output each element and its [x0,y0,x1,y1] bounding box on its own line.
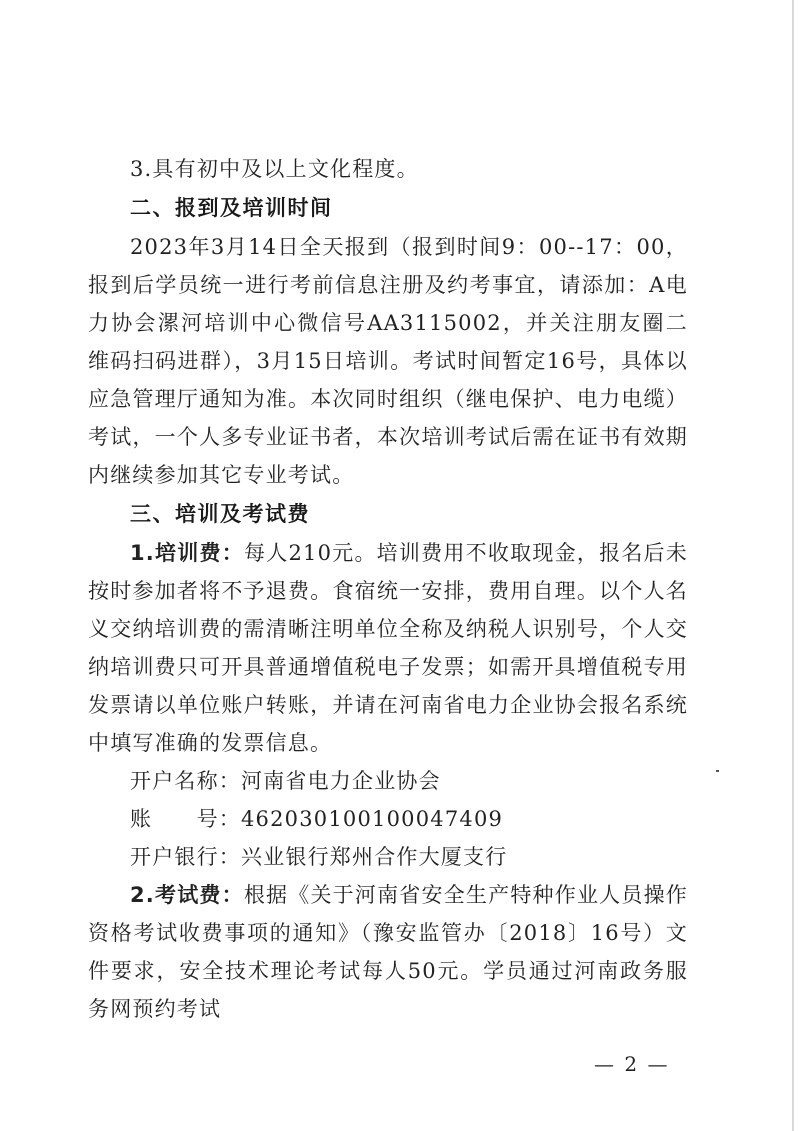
document-body [88,150,688,1028]
account-name-label: 开户名称： [130,769,241,793]
page-number: — 2 — [594,1052,670,1076]
exam-fee-text: 根据《关于河南省安全生产特种作业人员操作资格考试收费事项的通知》（豫安监管办〔2018〕16号）文件要求，安全技术理论考试每人50元。学员通过河南政务服务网预约考试 [88,883,689,1021]
training-fee-text: 每人210元。培训费用不收取现金，报名后未按时参加者将不予退费。食宿统一安排，费用自理。以个人名义交纳培训费的需清晰注明单位全称及纳税人识别号，个人交纳培训费只可开具普通增值税电子发票；如需开具增值税专用发票请以单位账户转账，并请在河南省电力企业协会报名系统中填写准确的发票信息。 [88,541,689,755]
bank-value: 兴业银行郑州合作大厦支行 [241,845,508,869]
account-number-row [88,800,688,838]
section-heading-registration: 二、报到及培训时间 [130,196,333,220]
requirement-item-3: 3.具有初中及以上文化程度。 [130,157,419,181]
exam-fee-paragraph [88,876,688,1028]
section-heading-fees: 三、培训及考试费 [130,502,310,526]
bank-row [88,838,688,876]
scan-edge [792,0,794,1131]
account-name-value: 河南省电力企业协会 [241,769,441,793]
account-name-row [88,762,688,800]
account-number-label: 账 号： [130,807,241,831]
scan-speck [716,770,719,772]
training-fee-paragraph [88,534,688,762]
exam-fee-label: 2.考试费： [130,883,244,907]
account-number-value: 462030100100047409 [241,807,504,831]
registration-paragraph: 2023年3月14日全天报到（报到时间9：00--17：00，报到后学员统一进行考前信息注册及约考事宜，请添加：A电力协会漯河培训中心微信号AA3115002，并关注朋友圈二维码扫码进群），3月15日培训。考试时间暂定16号，具体以应急管理厅通知为准。本次同时组织（继电保护、电力电缆）考试，一个人多专业证书者，本次培训考试后需在证书有效期内继续参加其它专业考试。 [88,235,688,487]
bank-label: 开户银行： [130,845,241,869]
training-fee-label: 1.培训费： [130,541,244,565]
